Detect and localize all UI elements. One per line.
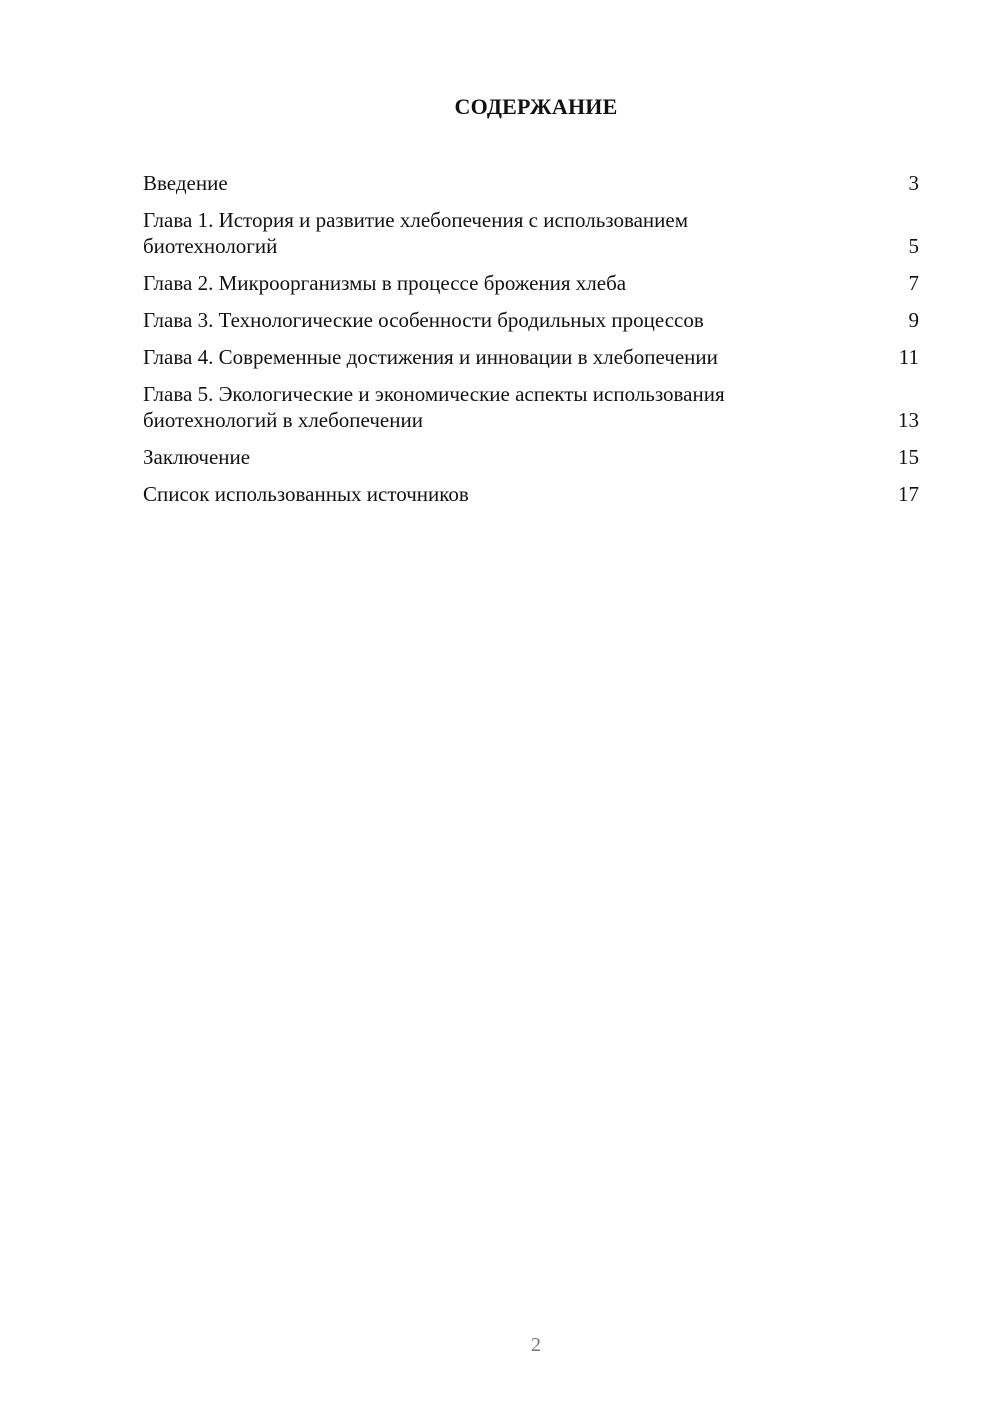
toc-entry-page: 7 bbox=[908, 271, 919, 295]
toc-entry-conclusion[interactable] bbox=[143, 444, 919, 470]
toc-entry-page: 15 bbox=[898, 445, 919, 469]
toc-entry-page: 11 bbox=[898, 345, 919, 369]
toc-entry-chapter-4[interactable] bbox=[143, 344, 919, 370]
toc-entry-text: Глава 2. Микроорганизмы в процессе брожения хлеба bbox=[143, 271, 627, 295]
toc-entry-chapter-2[interactable] bbox=[143, 270, 919, 296]
page-number: 2 bbox=[531, 1334, 541, 1356]
toc-entry-text: Заключение bbox=[143, 445, 251, 469]
toc-entry-page: 17 bbox=[898, 482, 919, 506]
toc-entry-references[interactable] bbox=[143, 481, 919, 507]
toc-entry-introduction[interactable] bbox=[143, 170, 919, 196]
toc-entry-text: Введение bbox=[143, 171, 228, 195]
toc-entry-chapter-5[interactable] bbox=[143, 381, 919, 433]
toc-entry-text: Глава 1. История и развитие хлебопечения с использованием биотехнологий bbox=[143, 208, 689, 258]
toc-entry-text: Глава 5. Экологические и экономические аспекты использования биотехнологий в хлебопечении bbox=[143, 382, 725, 432]
toc-entry-text: Глава 4. Современные достижения и инновации в хлебопечении bbox=[143, 345, 718, 369]
toc-entry-page: 13 bbox=[898, 408, 919, 432]
toc-entry-page: 9 bbox=[908, 308, 919, 332]
toc-entry-page: 3 bbox=[908, 171, 919, 195]
toc-entry-page: 5 bbox=[908, 234, 919, 258]
table-of-contents bbox=[143, 170, 919, 518]
page-title: СОДЕРЖАНИЕ bbox=[454, 94, 618, 119]
toc-entry-text: Список использованных источников bbox=[143, 482, 469, 506]
toc-entry-chapter-1[interactable] bbox=[143, 207, 919, 259]
toc-entry-chapter-3[interactable] bbox=[143, 307, 919, 333]
toc-entry-text: Глава 3. Технологические особенности бродильных процессов bbox=[143, 308, 704, 332]
